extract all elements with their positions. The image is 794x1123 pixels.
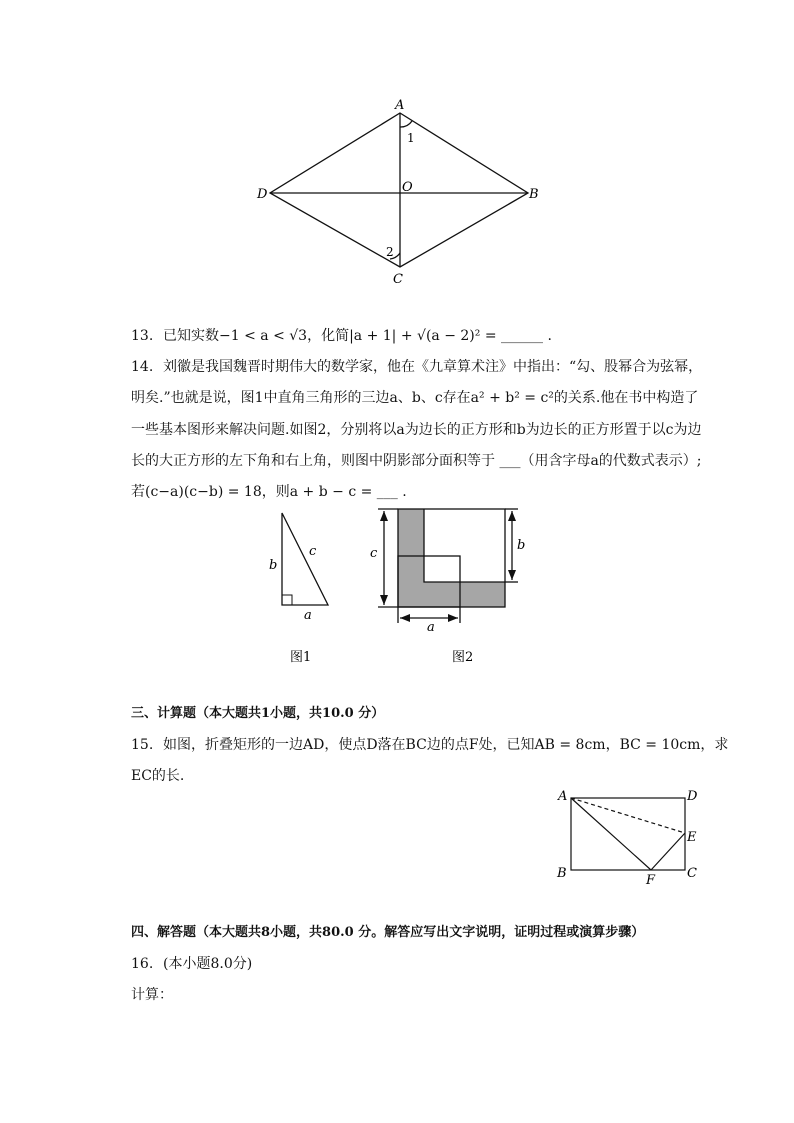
segment-fe [651, 833, 685, 870]
figure-2-squares [365, 503, 540, 668]
angle-2-label: 2 [386, 245, 394, 259]
q14-line-4: 长的大正方形的左下角和右上角，则图中阴影部分面积等于 ___（用含字母a的代数式表示）; [131, 453, 702, 469]
right-triangle [282, 513, 328, 605]
rect-label-a: A [558, 789, 568, 804]
section-4-heading: 四、解答题（本大题共8小题，共80.0 分。解答应写出文字说明，证明过程或演算步骤） [131, 925, 645, 940]
rect-label-e: E [687, 830, 697, 845]
shaded-region [398, 509, 505, 607]
vertex-b: B [529, 187, 539, 202]
segment-af [571, 798, 651, 870]
q15-line-1: 如图，折叠矩形的一边AD，使点D落在BC边的点F处，已知AB = 8cm，BC = 10cm，求 [163, 737, 729, 753]
vertex-o: O [402, 180, 413, 195]
rhombus-outline [270, 113, 528, 267]
fold-line-ae [571, 798, 685, 833]
arrowhead-b-top [508, 511, 516, 521]
q14-line-3: 一些基本图形来解决问题.如图2，分别将以a为边长的正方形和b为边长的正方形置于以c为边 [131, 422, 702, 438]
q15-rectangle-figure [553, 785, 703, 890]
rect-label-b: B [557, 866, 567, 881]
arrowhead-c-top [380, 511, 388, 521]
rectangle-abcd [571, 798, 685, 870]
arrowhead-b-bottom [508, 570, 516, 580]
rhombus-figure [250, 95, 550, 290]
arrowhead-c-bottom [380, 595, 388, 605]
figure-1-triangle [262, 505, 342, 665]
q13-number: 13. [131, 328, 154, 344]
rect-label-d: D [687, 789, 698, 804]
rect-label-f: F [646, 873, 656, 888]
angle-1-label: 1 [407, 131, 415, 145]
q14-number: 14. [131, 359, 154, 375]
vertex-d: D [257, 187, 268, 202]
fig2-caption: 图2 [452, 650, 474, 665]
fig2-label-a: a [427, 620, 435, 635]
q13-text: 已知实数−1 < a < √3，化简|a + 1| + √(a − 2)² = ______ . [163, 328, 552, 344]
arrowhead-a-right [448, 614, 458, 622]
fig1-label-b: b [269, 558, 278, 573]
q16-label: 计算： [131, 987, 173, 1003]
right-angle-mark [282, 595, 292, 605]
rect-label-c: C [687, 866, 697, 881]
fig1-label-c: c [309, 544, 317, 559]
q14-line-1: 刘徽是我国魏晋时期伟大的数学家，他在《九章算术注》中指出：“勾、股幂合为弦幂， [163, 359, 703, 375]
vertex-c: C [393, 272, 403, 287]
fig1-label-a: a [304, 608, 312, 623]
q14-line-2: 明矣.”也就是说，图1中直角三角形的三边a、b、c存在a² + b² = c²的关系.他在书中构造了 [131, 390, 699, 406]
arrowhead-a-left [400, 614, 410, 622]
q15-number: 15. [131, 737, 154, 753]
fig2-label-c: c [370, 546, 378, 561]
q16-number: 16. [131, 956, 154, 972]
vertex-a: A [395, 98, 405, 113]
q14-line-5: 若(c−a)(c−b) = 18，则a + b − c = ___ . [131, 484, 407, 500]
section-3-heading: 三、计算题（本大题共1小题，共10.0 分） [131, 706, 385, 721]
square-b [424, 509, 505, 582]
fig1-caption: 图1 [290, 650, 312, 665]
fig2-label-b: b [517, 538, 526, 553]
q15-line-2: EC的长. [131, 768, 185, 784]
q16-note: (本小题8.0分) [163, 956, 253, 972]
angle-1-arc [400, 121, 412, 127]
